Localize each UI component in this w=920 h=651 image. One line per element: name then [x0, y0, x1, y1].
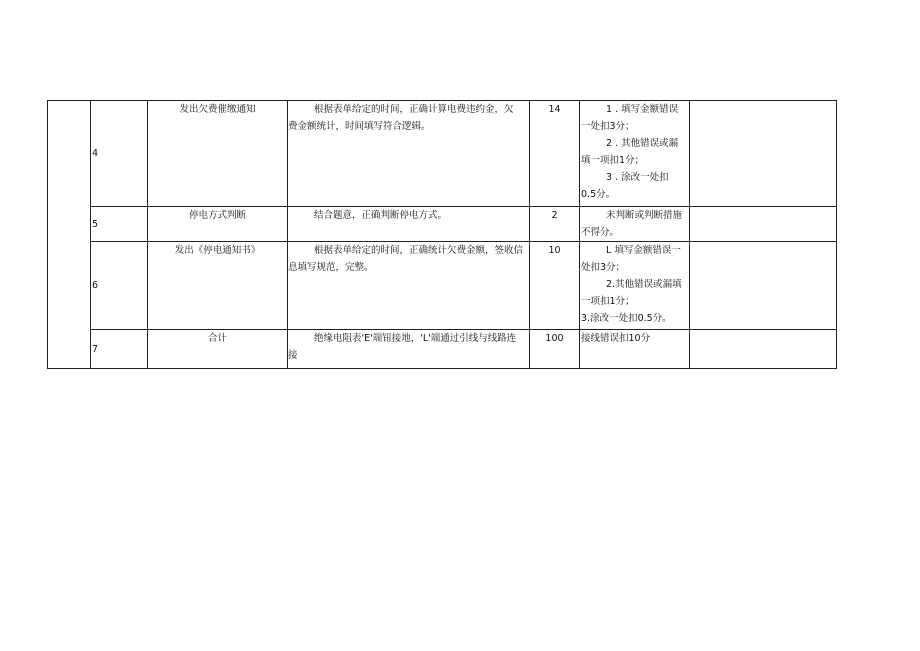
- item-name: 停电方式判断: [148, 207, 288, 242]
- criteria-line: 一项扣1分；: [581, 296, 635, 307]
- table-row: [48, 330, 837, 369]
- criteria-cell: [580, 330, 690, 369]
- row-number: 6: [91, 242, 148, 330]
- criteria-line: 填一项扣1分；: [581, 155, 645, 166]
- criteria-line: 一处扣3分；: [581, 121, 635, 132]
- row-number: 7: [91, 330, 148, 369]
- score: 2: [530, 207, 580, 242]
- row-number: 5: [91, 207, 148, 242]
- criteria-line: 接线错误扣10分: [581, 333, 651, 344]
- table-row: [48, 101, 837, 207]
- criteria-line: 处扣3分；: [581, 262, 626, 273]
- criteria-line: 未判断或判断措施: [606, 210, 683, 221]
- item-name: 发出欠费催缴通知: [148, 101, 288, 207]
- requirement-line: 根据表单给定的时间，正确统计欠费金额，签收信: [314, 245, 524, 256]
- merged-blank-cell: [48, 101, 91, 369]
- requirement-cell: [288, 207, 530, 242]
- criteria-line: 3.涂改一处扣0.5分。: [581, 313, 672, 324]
- criteria-cell: [580, 242, 690, 330]
- criteria-line: 1 . 填写金额错误: [606, 104, 679, 115]
- requirement-line: 息填写规范，完整。: [288, 262, 374, 273]
- requirement-line: 绝缘电阻表'E'端钮接地，'L'端通过引线与线路连: [314, 333, 517, 344]
- remarks-cell: [690, 330, 837, 369]
- item-name: 合计: [148, 330, 288, 369]
- criteria-cell: [580, 101, 690, 207]
- criteria-line: 不得分。: [581, 227, 620, 238]
- requirement-cell: [288, 101, 530, 207]
- requirement-line: 费金额统计，时间填写符合逻辑。: [288, 121, 431, 132]
- requirement-cell: [288, 242, 530, 330]
- item-name: 发出《停电通知书》: [148, 242, 288, 330]
- criteria-line: 0.5分。: [581, 189, 616, 200]
- remarks-cell: [690, 242, 837, 330]
- criteria-line: 2 . 其他错误或漏: [606, 138, 679, 149]
- criteria-line: L 填写金额错误一: [606, 245, 681, 256]
- criteria-line: 2.其他错误或漏填: [606, 279, 682, 290]
- score: 14: [530, 101, 580, 207]
- criteria-cell: [580, 207, 690, 242]
- remarks-cell: [690, 101, 837, 207]
- remarks-cell: [690, 207, 837, 242]
- requirement-cell: [288, 330, 530, 369]
- row-number: 4: [91, 101, 148, 207]
- score: 100: [530, 330, 580, 369]
- grading-table: [47, 100, 837, 369]
- requirement-line: 接: [288, 350, 298, 361]
- table-row: [48, 242, 837, 330]
- score: 10: [530, 242, 580, 330]
- criteria-line: 3 . 涂改一处扣: [606, 172, 669, 183]
- table-row: [48, 207, 837, 242]
- requirement-line: 根据表单给定的时间，正确计算电费违约金，欠: [314, 104, 514, 115]
- requirement-line: 结合题意，正确判断停电方式。: [314, 210, 448, 221]
